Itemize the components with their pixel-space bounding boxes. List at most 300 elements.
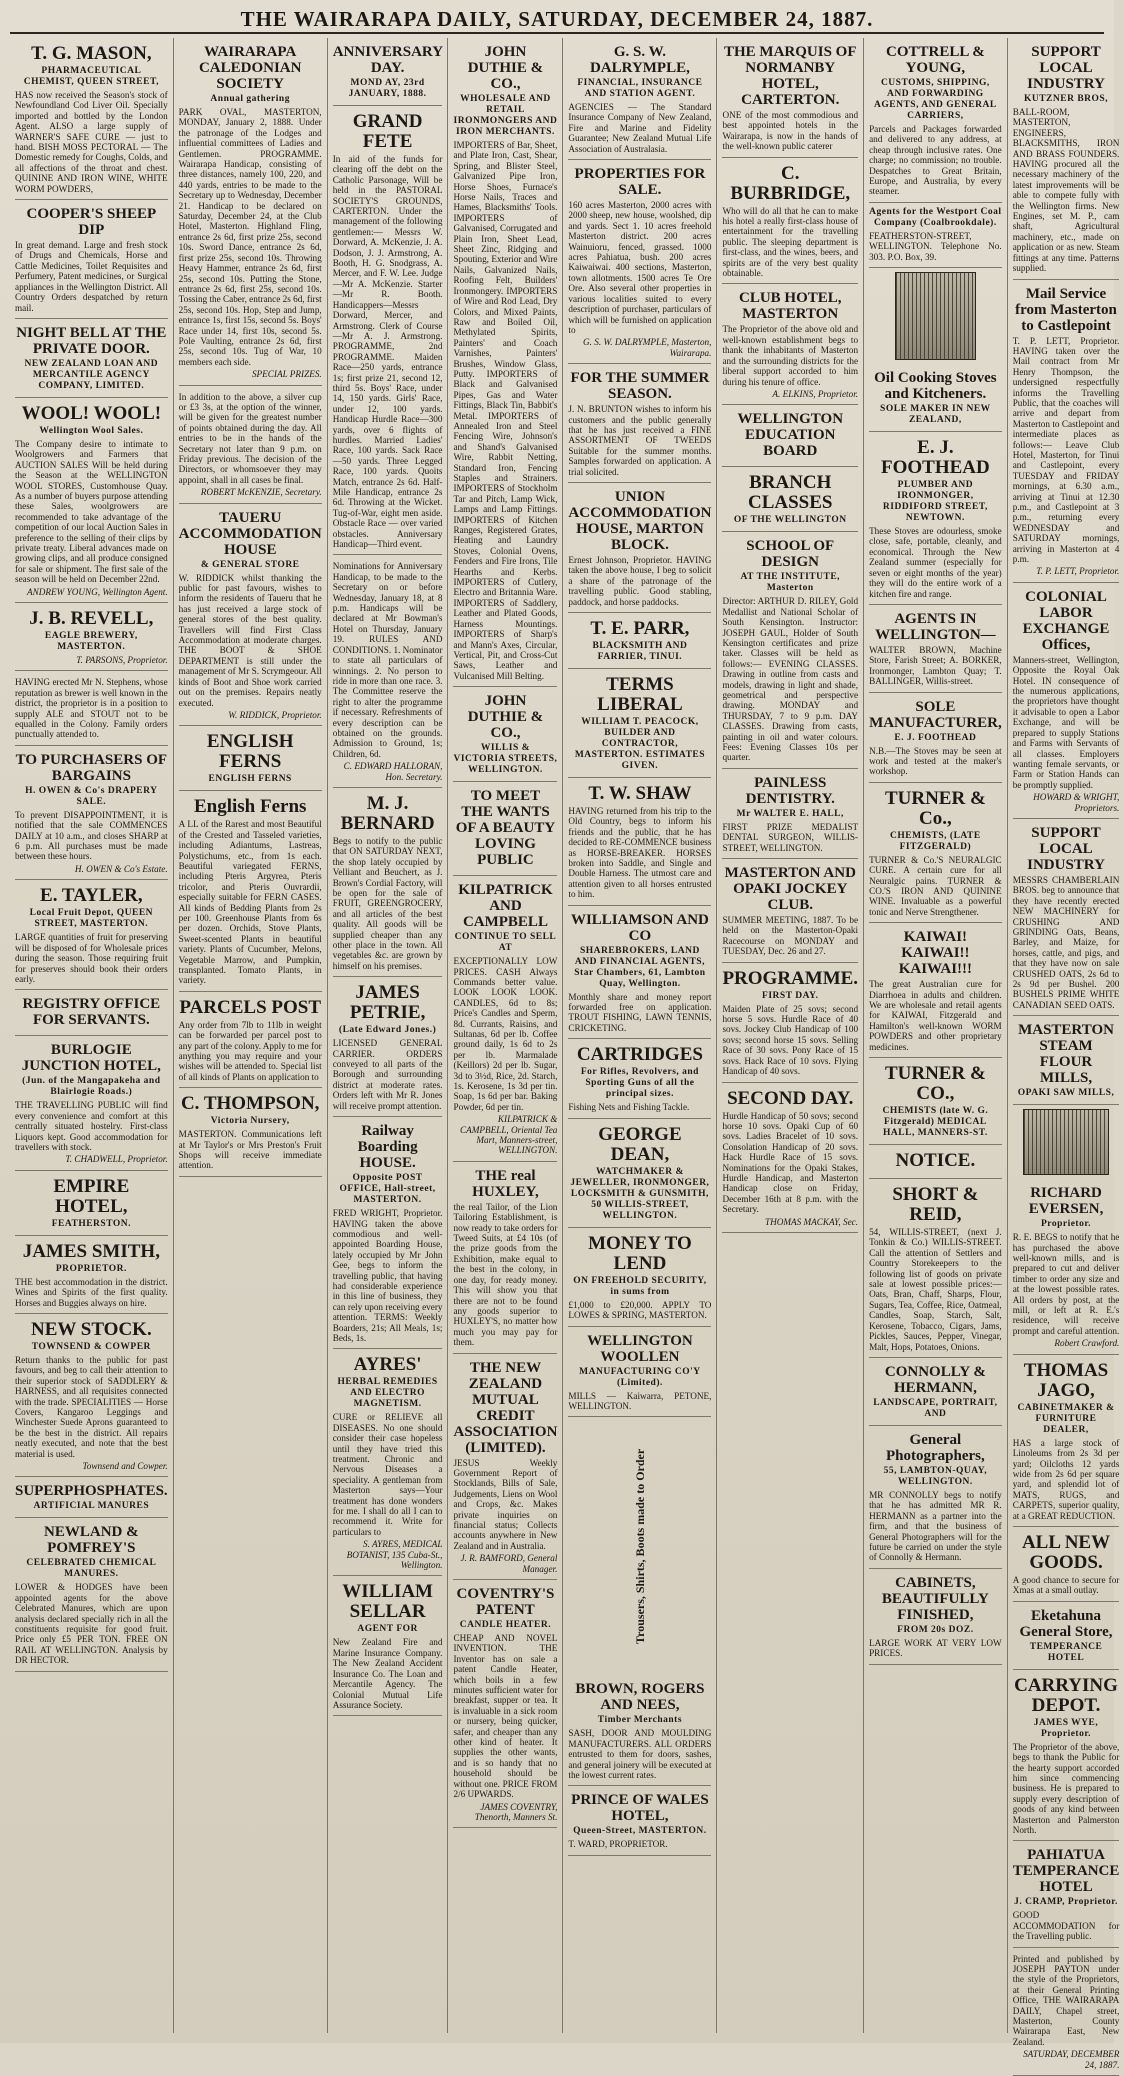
columns — [10, 38, 1120, 2070]
ad-subheading: CHEMISTS (late W. G. Fitzgerald) MEDICAL HALL, MANNERS-ST. — [882, 1106, 989, 1139]
ad-heading: THE NEW ZEALAND MUTUAL CREDIT ASSOCIATION (LIMITED). — [453, 1359, 558, 1456]
ad-heading: COOPER'S SHEEP DIP — [26, 206, 157, 239]
advertisement — [15, 1236, 168, 1314]
ad-heading: THE MARQUIS OF NORMANBY HOTEL, CARTERTON. — [723, 44, 857, 108]
column-2 — [174, 38, 328, 2033]
advertisement — [568, 364, 711, 483]
ad-body: LARGE WORK AT VERY LOW PRICES. — [869, 1637, 1002, 1659]
ad-subheading: KUTZNER BROS, — [1023, 94, 1109, 104]
ad-body: WALTER BROWN, Machine Store, Farish Street; A. BORKER, Ironmonger, Lambton Quay; T. BALLINGER, Willis-street. — [869, 644, 1002, 687]
ad-heading: WOOL! WOOL! — [21, 402, 162, 424]
ad-heading: TO PURCHASERS OF BARGAINS — [15, 751, 168, 784]
ad-heading: REGISTRY OFFICE FOR SERVANTS. — [22, 996, 161, 1029]
ad-subheading: Opposite POST OFFICE, Hall-street, MASTERTON. — [339, 1173, 436, 1206]
ad-body: BALL-ROOM, MASTERTON, ENGINEERS, BLACKSMITHS, IRON AND BRASS FOUNDERS. HAVING procured all the necessary machinery of the latest improvements will be able to compete fully with the Wellington firms. New Engines, set M. P., cam shaft, Agricultural machinery, etc., made on application or as new. Steam fittings at any time. Patterns supplied. — [1012, 107, 1120, 274]
ad-heading: Mail Service from Masterton to Castlepoint — [1015, 285, 1117, 334]
ad-body: In great demand. Large and fresh stock of Drugs and Chemicals, Horse and Cattle Medicines, Toilet Requisites and Perfumery, Patent medicines, or Surgical appliances in the Wellington District. All Country Orders despatched by return mail. — [15, 240, 168, 313]
ad-signature: Townsend and Cowper. — [82, 1461, 168, 1472]
ad-signature: ANDREW YOUNG, Wellington Agent. — [27, 586, 168, 597]
advertisement — [15, 319, 168, 398]
ad-heading: THE real HUXLEY, — [472, 1167, 539, 1200]
ad-body: AGENCIES — The Standard Insurance Company of New Zealand, Fire and Marine and Fidelity Guarantee; New Zealand Mutual Life Association of Australasia. — [568, 102, 712, 154]
advertisement — [1013, 819, 1120, 1016]
advertisement — [722, 158, 858, 285]
ad-heading: UNION ACCOMMODATION HOUSE, MARTON BLOCK. — [568, 488, 712, 553]
ad-subheading: ENGLISH FERNS — [208, 774, 292, 785]
ad-subheading: Annual gathering — [210, 94, 290, 104]
advertisement — [722, 769, 858, 859]
ad-signature: HOWARD & WRIGHT, Proprietors. — [1033, 792, 1120, 813]
advertisement — [1013, 38, 1120, 280]
ad-body: MILLS — Kaiwarra, PETONE, WELLINGTON. — [568, 1390, 712, 1411]
advertisement — [333, 1349, 443, 1576]
ad-body: THE best accommodation in the district. Wines and Spirits of the first quality. Horses and Buggies always on hire. — [15, 1276, 168, 1308]
advertisement — [1013, 1179, 1120, 1354]
advertisement — [15, 38, 168, 200]
column-7 — [864, 38, 1008, 2033]
advertisement — [179, 504, 322, 727]
ad-signature: SATURDAY, DECEMBER 24, 1887. — [1023, 2049, 1120, 2070]
ad-body: HAS now received the Season's stock of Newfoundland Cod Liver Oil. Specially imported and bottled by the London Agent. ALSO a large supply of WARNER'S SAFE CURE — just to hand. BISH MOSS PECTORAL — The Domestic remedy for Coughs, Colds, and all affections of the throat and chest. QUININE AND IRON WINE, WHITE WORM POWDERS, — [15, 90, 168, 194]
ad-heading: ANNIVERSARY DAY. — [332, 44, 444, 76]
ad-subheading: OPAKI SAW MILLS, — [1017, 1088, 1115, 1099]
column-4 — [448, 38, 563, 2033]
ad-heading: PAHIATUA TEMPERANCE HOTEL — [1012, 1847, 1120, 1896]
ad-subheading: (Jun. of the Mangapakeha and Blairlogie Roads.) — [22, 1076, 161, 1098]
ad-subheading: FINANCIAL, INSURANCE AND STATION AGENT. — [577, 78, 703, 99]
advertisement — [869, 923, 1002, 1058]
ad-subheading: CANDLE HEATER. — [459, 1620, 552, 1630]
ad-body: Maiden Plate of 25 sovs; second horse 5 sovs. Hurdle Race of 40 sovs. Jockey Club Handicap of 100 sovs; second horse 15 sovs. Selling Race of 30 sovs. Pony Race of 15 sovs. Hack Race of 10 sovs. Flying Handicap of 40 sovs. — [722, 1003, 859, 1077]
ad-heading: NIGHT BELL AT THE PRIVATE DOOR. — [16, 324, 167, 357]
ad-body: SASH, DOOR AND MOULDING MANUFACTURERS. ALL ORDERS entrusted to them for doors, sashes, and general joinery will be executed at the lowest current rates. — [568, 1728, 712, 1780]
advertisement — [179, 992, 322, 1088]
ad-signature: W. RIDDICK, Proprietor. — [228, 709, 322, 720]
ad-heading: PROGRAMME. — [722, 967, 859, 989]
ad-heading: General Photographers, — [886, 1431, 985, 1464]
advertisement — [568, 1228, 711, 1327]
advertisement — [869, 1179, 1002, 1358]
ad-body: Fishing Nets and Fishing Tackle. — [568, 1102, 690, 1113]
ad-subheading: SOLE MAKER IN NEW ZEALAND, — [880, 404, 991, 426]
advertisement — [722, 38, 858, 158]
ad-body: A LL of the Rarest and most Beautiful of the Crested and Tasseled varieties, including Adiantums, Lastreas, Polystichums, etc., from 1s each. Beautiful variegated FERNS, including Pteris Argyrea, Pteris tricolor, and Pteris Ouvrardii, especially suitable for FERN CASES. All kinds of Bedding Plants from 2s per 100. Greenhouse Plants from 6s per dozen. Orchids, Stove Plants, Sweet-scented Plants in beautiful variety. Plants of Cucumber, Melons, Vegetable Marrow, and Pumpkin, transplanted. Tomato Plants, in variety. — [178, 819, 322, 986]
ad-subheading: AT THE INSTITUTE, Masterton — [740, 572, 841, 594]
ad-subheading: ON FREEHOLD SECURITY, in sums from — [573, 1275, 707, 1297]
ad-heading: G. S. W. DALRYMPLE, — [589, 44, 690, 76]
vertical-tailoring-text: Trousers, Shirts, Boots made to Order — [632, 1448, 647, 1644]
advertisement — [568, 1119, 711, 1228]
ad-body: In aid of the funds for clearing off the debt on the Catholic Parsonage, Will be held in the PASTORAL SOCIETY'S GROUNDS, CARTERTON. Under the management of the following gentlemen:— Messrs W. Dorward, A. McKenzie, J. A. Dodson, J. J. Armstrong, A. Booth, H. G. Snodgrass, A. Mercer, and F. W. Lee. Judge—Mr A. McKenzie. Starter—Mr R. Booth. Handicappers—Messrs Dorward, Mercer, and Armstrong. Clerk of Course—Mr A. J. Armstrong. PROGRAMME, 2nd PROGRAMME. Maiden Race—250 yards, entrance 1s; first prize 21, second 12, third 5s. Boys' Race, under 14, 150 yards. Girls' Race, under 12, 100 yards. Handicap Hurdle Race—300 yards, over 6 flights of hurdles. Married Ladies' Race, 100 yards. Sack Race—50 yards. Three Legged Race, 100 yards. Quoits Match, entrance 2s 6d. Half-Mile Handicap, entrance 2s 6d. Throwing at the Wicket. Tug-of-War, eight men aside. Obstacle Race — over varied obstacles. Anniversary Handicap—Third event. — [332, 154, 443, 550]
ad-body: The Proprietor of the above, begs to thank the Public for the hearty support accorded him since commencing business. He is prepared to supply every description of goods of any kind between Masterton and Palmerston North. — [1012, 1741, 1120, 1835]
ad-heading: RICHARD EVERSEN, — [1028, 1185, 1104, 1218]
ad-subheading: Wellington Wool Sales. — [39, 425, 144, 436]
ad-body: £1,000 to £20,000. APPLY TO LOWES & SPRING, MASTERTON. — [568, 1299, 712, 1321]
advertisement — [869, 1145, 1002, 1179]
ad-body: New Zealand Fire and Marine Insurance Company. The New Zealand Accident Insurance Co. The Loan and Mercantile Agency. The Colonial Mutual Life Assurance Society. — [332, 1637, 443, 1710]
column-3 — [328, 38, 449, 2033]
ad-subheading: EAGLE BREWERY, MASTERTON. — [44, 631, 138, 652]
ad-subheading: CONTINUE TO SELL AT — [454, 932, 557, 954]
advertisement — [869, 1058, 1002, 1145]
ad-heading: CARRYING DEPOT. — [1014, 1674, 1118, 1716]
ad-signature: T. PARSONS, Proprietor. — [76, 655, 168, 665]
advertisement — [568, 1786, 711, 1855]
advertisement — [1013, 1527, 1120, 1602]
ad-heading: MONEY TO LEND — [588, 1232, 692, 1274]
ad-subheading: JAMES WYE, Proprietor. — [1033, 1717, 1099, 1739]
ad-body: Return thanks to the public for past favours, and beg to call their attention to their superior stock of SADDLERY & HARNESS, and all requisites connected with the trade. SPECIALITIES — Horse Covers, Kangaroo Leggings and Winchester Suede Aprons guaranteed to be the best in the district. All repairs neatly executed, and note that the best material is used. — [15, 1354, 168, 1459]
advertisement — [333, 788, 443, 977]
advertisement — [1013, 280, 1120, 583]
ad-body: LOWER & HODGES have been appointed agents for the above Celebrated Manures, which are upon analysis declared specially rich in all the constituents requisite for good fruit. Price only £5 PER TON. FREE ON RAIL AT WELLINGTON. Analysis by DR HECTOR. — [15, 1582, 168, 1666]
ad-signature: H. OWEN & Co's Estate. — [74, 863, 168, 874]
advertisement — [869, 605, 1002, 693]
ad-heading: J. B. REVELL, — [29, 608, 154, 629]
ad-subheading: (Late Edward Jones.) — [338, 1025, 437, 1036]
ad-body: MESSRS CHAMBERLAIN BROS. beg to announce that they have recently erected NEW MACHINERY for CRUSHING AND GRINDING Oats, Beans, Barley, and Maize, for horses, cattle, and pigs, and that they have now on sale CRUSHED OATS, 2s 6d to 2s 9d per Bushel. 200 BUSHELS PRIME WHITE CANADIAN SEED OATS. — [1012, 874, 1120, 1010]
ad-heading: SECOND DAY. — [727, 1087, 854, 1109]
ad-body: HAS a large stock of Linoleums from 2s 3d per yard; Oilcloths 12 yards wide from 2s 6d per square yard, and splendid lot of MATS, RUGS, and CARPETS, superior quality, at a GREAT REDUCTION. — [1012, 1437, 1120, 1521]
ad-subheading: OF THE WELLINGTON — [733, 515, 847, 526]
ad-body: Manners-street, Wellington, Opposite the Royal Oak Hotel. IN consequence of the numerous applications, the proprietors have thought it advisable to open a Labor Exchange, and will be prepared to supply Stations and Farms with Servants of all classes. Employers wanting female servants, or Farm or Station Hands can be promptly supplied. — [1012, 654, 1120, 790]
ad-body: Nominations for Anniversary Handicap, to be made to the Secretary on or before Wednesday, January 18, at 8 p.m. Handicaps will be declared at Mr Bowman's Hotel on Thursday, January 19. RULES AND CONDITIONS. 1. Nominator to state all particulars of winnings. 2. No person to ride in more than one race. 3. The Committee reserve the right to alter the programme if necessary. Refreshments of every description can be obtained on the grounds. Admission to Ground, 1s; Children, 6d. — [332, 561, 443, 759]
ad-heading: T. E. PARR, — [590, 618, 690, 639]
ad-heading: WELLINGTON WOOLLEN — [587, 1332, 693, 1365]
ad-heading: WELLINGTON EDUCATION BOARD — [737, 411, 844, 460]
advertisement — [179, 791, 322, 992]
advertisement — [179, 1088, 322, 1177]
advertisement — [869, 432, 1002, 605]
column-5 — [563, 38, 717, 2033]
ad-subheading: PROPRIETOR. — [55, 1263, 127, 1274]
ad-heading: JAMES SMITH, — [22, 1240, 160, 1262]
ad-subheading: SHAREBROKERS, LAND AND FINANCIAL AGENTS, Star Chambers, 61, Lambton Quay, Wellington. — [574, 945, 706, 989]
ad-subheading: HERBAL REMEDIES AND ELECTRO MAGNETISM. — [337, 1377, 438, 1410]
ad-heading: CARTRIDGES — [576, 1044, 703, 1066]
advertisement — [1013, 1016, 1120, 1105]
ad-heading: CLUB HOTEL, MASTERTON — [738, 290, 842, 323]
advertisement — [869, 38, 1002, 203]
ad-body: PARK OVAL, MASTERTON, MONDAY, January 2, 1888. Under the patronage of the Lodges and influential committees of Ladies and Gentlemen. PROGRAMME. Wairarapa Handicap, consisting of three distances, namely 100, 220, and 440 yards, entries to be made to the Secretary up to Wednesday, December 21. Handicap to be declared on Saturday, December 24, at the Club Hotel, Masterton. Highland Fling, entrance 2s 6d, first prize 25s, second 10s. Sword Dance, entrance 2s 6d, first prize 25s, second 10s. Throwing Heavy Hammer, entrance 2s 6d, first 25s, second 10s. Putting the Stone, entrance 2s 6d, first 25s, second 10s. Tossing the Caber, entrance 2s 6d, first 25s, second 10s. Hop, Step and Jump, entrance 1s, first 15s, second 5s. Boys' Race under 14, first 10s, second 5s. Pole Vaulting, entrance 2s 6d, first 25s, second 10s. Tug of War, 10 members each side. — [178, 107, 322, 367]
advertisement — [333, 1576, 443, 1716]
ad-body: FIRST PRIZE MEDALIST DENTAL SURGEON, WILLIS-STREET, WELLINGTON. — [722, 821, 859, 853]
ad-body: The Proprietor of the above old and well-known establishment begs to thank the inhabitants of Masterton and the surrounding districts for the liberal support accorded to him during his tenure of office. — [722, 324, 859, 387]
ad-body: Begs to notify to the public that ON SATURDAY NEXT, the shop lately occupied by Velliant and Beuchert, as J. Brown's Cordial Factory, will be open for the sale of FRUIT, GREENGROCERY, and all articles of the best quality. All goods will be supplied cheaper than any other place in the town. All vegetables &c. are grown by himself on his premises. — [332, 835, 443, 971]
ad-body: The Company desire to intimate to Woolgrowers and Farmers that AUCTION SALES Will be held during the Season at the WELLINGTON WOOL STORES, Customhouse Quay. As a number of buyers purpose attending these Sales, woolgrowers are recommended to take advantage of the competition of our local Auction Sales in preference to the selling of their clips by private treaty. Liberal advances made on growing clips, and all produce consigned for sale or shipment. The first sale of the season will be held on December 22nd. — [15, 438, 168, 585]
ad-subheading: NEW ZEALAND LOAN AND MERCANTILE AGENCY COMPANY, LIMITED. — [24, 358, 159, 391]
ad-body: HAVING returned from his trip to the Old Country, begs to inform his friends and the public, that he has decided to RE-COMMENCE business as HORSE-BREAKER. HORSES broken into Saddle, and Single and Double Harness. The utmost care and attention given to all horses entrusted to him. — [568, 806, 712, 900]
ad-heading: SOLE MANUFACTURER, — [869, 698, 1002, 731]
advertisement — [15, 671, 168, 745]
ad-subheading: Queen-Street, MASTERTON. — [573, 1826, 707, 1837]
ad-heading: BRANCH CLASSES — [748, 472, 833, 514]
ad-body: In addition to the above, a silver cup or £3 3s, at the option of the winner, will be given for the greatest number of points obtained during the day. All entries to be in the hands of the Secretary not later than 9 p.m. on Friday previous. The decision of the Directors, or whomsoever they may appoint, shall in all cases be final. — [178, 391, 322, 485]
advertisement — [568, 778, 711, 906]
ad-heading: TO MEET THE WANTS OF A BEAUTY LOVING PUBLIC — [455, 788, 556, 869]
ad-body: FEATHERSTON-STREET, WELLINGTON. Telephone No. 303. P.O. Box, 39. — [869, 230, 1002, 262]
ad-body: ONE of the most commodious and best appointed hotels in the Wairarapa, is now in the hands of the well-known public caterer — [722, 110, 859, 152]
ad-heading: T. W. SHAW — [588, 783, 692, 804]
ad-body: 54, WILLIS-STREET, (next J. Tonkin & Co.) WILLIS-STREET. Call the attention of Settlers and Country Storekeepers to the following list of goods on private sale at lowest possible prices:— Oats, Bran, Chaff, Sharps, Flour, Sugars, Tea, Coffee, Rice, Oatmeal, Candles, Soap, Starch, Salt, Kerosene, Tobacco, Cigars, Jams, Pickles, Sauces, Pepper, Vinegar, Malt, Hops, Potatoes, Onions. — [869, 1227, 1002, 1352]
ad-subheading: ARTIFICIAL MANURES — [33, 1501, 150, 1512]
ad-subheading: CABINETMAKER & FURNITURE DEALER, — [1017, 1402, 1115, 1435]
advertisement — [568, 906, 711, 1040]
ad-body: GOOD ACCOMMODATION for the Travelling public. — [1012, 1910, 1120, 1942]
ad-heading: NEW STOCK. — [30, 1318, 152, 1340]
column-1 — [10, 38, 174, 2033]
ad-body: IMPORTERS of Bar, Sheet, and Plate Iron, Cast, Shear, Spring, and Blister Steel, Galvanized Pipe Iron, Horse Shoes, Furnace's Horse Nails, Traces and Hames, Blacksmiths' Tools. IMPORTERS of Galvanised, Corrugated and Plain Iron, Sheet Lead, Sheet Zinc, Ridging and Spouting, Exterior and Wire Nails, Galvanized Nails, Roofing Felt, Builders' Ironmongery. IMPORTERS of Wire and Rod Lead, Dry Colors, and Mixed Paints, Raw and Boiled Oil, Methylated Spirits, Painters' and Coach Varnishes, Painters' Brushes, Window Glass, Putty. IMPORTERS of Black and Galvanised Pipes, Gas and Water Fittings, Black Tin, Babbit's Metal. IMPORTERS of Annealed Iron and Steel Fencing Wire, Johnson's and Shand's Galvanised Wire, Rabbit Netting, Standard Iron, Fencing Staples and Strainers. IMPORTERS of Stockholm Tar and Pitch, Lamp Wick, Lamps and Lamp Fittings. IMPORTERS of Kitchen Ranges, Registered Grates, Heating and Laundry Stoves, Colonial Ovens, Fenders and Fire Irons, Tile Hearths and Kerbs. IMPORTERS of Cutlery, Electro and Britannia Ware. IMPORTERS of Saddlery, Leather and Plated Goods, Harness Mountings. IMPORTERS of Sharp's and Mann's Axes, Circular, Vertical, Pit, and Cross-Cut Saws, Leather and Vulcanised Mill Belting. — [453, 140, 558, 681]
ad-heading: SCHOOL OF DESIGN — [746, 538, 835, 571]
ad-heading: C. THOMPSON, — [180, 1093, 320, 1115]
column-8 — [1008, 38, 1124, 2070]
ad-subheading: Local Fruit Depot, QUEEN STREET, MASTERTON. — [29, 908, 154, 930]
ad-heading: Eketahuna General Store, — [1019, 1607, 1113, 1640]
ad-heading: GRAND FETE — [352, 111, 423, 152]
advertisement — [568, 483, 711, 613]
ad-heading: COLONIAL LABOR EXCHANGE Offices, — [1022, 588, 1110, 653]
ad-subheading: BLACKSMITH AND FARRIER, TINUI. — [592, 641, 688, 662]
ad-body: 160 acres Masterton, 2000 acres with 2000 sheep, new house, woolshed, dip and yards. Sect 1. 10 acres freehold Masterton district. 200 acres Wainuioru, fenced, grassed. 1000 acres Pahiatua, bush. 200 acres Kaiwaiwai. 400 sections, Masterton, town allotments. 1500 acres Te Ore Ore. Also several other properties in various localities suited to every description of purchaser, particulars of which will be furnished on application to — [568, 200, 712, 335]
ad-heading: JOHN DUTHIE & CO., — [467, 44, 544, 92]
ad-heading: BURLOGIE JUNCTION HOTEL, — [21, 1042, 161, 1075]
ad-body: FRED WRIGHT, Proprietor. HAVING taken the above commodious and well-appointed Boarding House, lately occupied by Mr John Gee, begs to inform the travelling public, that having had considerable experience in this line of business, they can rely upon receiving every attention. TERMS: Weekly Boarders, 21s; All Meals, 1s; Beds, 1s. — [332, 1208, 443, 1343]
advertisement — [722, 963, 858, 1083]
ad-signature: C. EDWARD HALLORAN, Hon. Secretary. — [343, 761, 443, 782]
ad-subheading: FEATHERSTON. — [51, 1218, 131, 1229]
ad-heading: AYRES' — [353, 1354, 422, 1376]
ad-heading: E. J. FOOTHEAD — [881, 437, 990, 479]
ad-body: J. N. BRUNTON wishes to inform his customers and the public generally that he has just received a FINE ASSORTMENT OF TWEEDS Suitable for the summer months. Samples forwarded on application. A trial solicited. — [568, 404, 712, 477]
ad-heading: THOMAS JAGO, — [1023, 1359, 1109, 1401]
ad-body: Parcels and Packages forwarded and delivered to any address, at cheap through inclusive rates. One charge; no commission; no trouble. Despatches to Great Britain, Europe, and Australia, by every steamer. — [869, 124, 1002, 197]
ad-heading: PROPERTIES FOR SALE. — [574, 166, 706, 199]
ad-subheading: CHEMISTS, (LATE FITZGERALD) — [890, 830, 981, 852]
column-6 — [717, 38, 864, 2033]
advertisement — [722, 284, 858, 405]
ad-subheading: 55, LAMBTON-QUAY, WELLINGTON. — [883, 1465, 988, 1487]
advertisement — [722, 467, 858, 532]
advertisement — [722, 532, 858, 769]
advertisement — [15, 1314, 168, 1477]
ad-body: Any order from 7lb to 11lb in weight can be forwarded per parcel post to any part of the colony. Apply to me for anything you may require and your wishes will be attended to. Special list of all kinds of Plants on application to — [178, 1019, 322, 1082]
ad-subheading: WATCHMAKER & JEWELLER, IRONMONGER, LOCKSMITH & GUNSMITH, 50 WILLIS-STREET, WELLINGTON. — [570, 1166, 710, 1221]
advertisement — [15, 1477, 168, 1518]
advertisement — [453, 1354, 557, 1580]
advertisement — [869, 693, 1002, 783]
advertisement — [869, 783, 1002, 923]
ad-heading: AGENTS IN WELLINGTON— — [875, 610, 996, 643]
advertisement — [15, 990, 168, 1036]
advertisement — [568, 38, 711, 160]
ad-body: LICENSED GENERAL CARRIER. ORDERS conveyed to all parts of the Borough and surrounding district at moderate rates. Orders left with Mr R. Jones will receive prompt attention. — [332, 1038, 443, 1111]
ad-subheading: PHARMACEUTICAL CHEMIST, QUEEN STREET, — [23, 66, 159, 87]
ad-subheading: AGENT FOR — [357, 1624, 418, 1635]
advertisement — [568, 669, 711, 778]
ad-heading: T. G. MASON, — [31, 43, 152, 64]
advertisement — [15, 603, 168, 671]
advertisement — [568, 160, 711, 364]
ad-subheading: Victoria Nursery, — [210, 1116, 290, 1127]
ad-signature: ROBERT McKENZIE, Secretary. — [200, 487, 322, 498]
ad-body: T. P. LETT, Proprietor. HAVING taken over the Mail contract from Mr Henry Thompson, the undersigned respectfully informs the Travelling Public, that the coaches will arrive and depart from Masterton to Castlepoint and intermediate places as follows:— Leave Club Hotel, Masterton, for Tinui and Castlepoint, every TUESDAY and FRIDAY mornings, at 6.30 a.m., arriving at Tinui at 12.30 p.m., and Castlepoint at 3 p.m., returning every WEDNESDAY and SATURDAY mornings, arriving in Masterton at 4 p.m. — [1012, 335, 1120, 565]
ad-signature: A. ELKINS, Proprietor. — [772, 388, 859, 399]
ad-heading: English Ferns — [193, 796, 307, 818]
ad-subheading: & GENERAL STORE — [200, 559, 300, 570]
advertisement — [568, 1327, 711, 1418]
advertisement — [179, 386, 322, 504]
advertisement — [568, 1039, 711, 1118]
ad-heading: M. J. BERNARD — [340, 792, 435, 834]
ad-heading: PAINLESS DENTISTRY. — [745, 774, 835, 807]
ad-body: CURE or RELIEVE all DISEASES. No one should consider their case hopeless until they have tried this treatment. Chronic and Nervous Diseases a speciality. A gentleman from Masterton says—Your treatment has done wonders for me. I shall do all I can to recommend it. Write for particulars to — [332, 1412, 443, 1537]
ad-subheading: TOWNSEND & COWPER — [31, 1341, 151, 1352]
ad-body: TURNER & Co.'S NEURALGIC CURE. A certain cure for all Neuralgic pains. TURNER & CO.'S IRON AND QUININE WINE. Invaluable as a powerful tonic and Nerve Strengthener. — [869, 854, 1002, 917]
ad-subheading: For Rifles, Revolvers, and Sporting Guns of all the principal sizes. — [580, 1067, 699, 1100]
ad-heading: COVENTRY'S PATENT — [456, 1586, 555, 1618]
ad-body: MR CONNOLLY begs to notify that he has admitted MR R. HERMANN as a partner into the firm, and that the business of General Photographers will for the future be carried on under the style of Connolly & Hermann. — [869, 1489, 1002, 1563]
ad-heading: MASTERTON AND OPAKI JOCKEY CLUB. — [724, 865, 856, 914]
ad-body: N.B.—The Stoves may be seen at work and tested at the maker's workshop. — [869, 745, 1002, 777]
ad-subheading: FROM 20s DOZ. — [897, 1624, 974, 1635]
ad-body: To prevent DISAPPOINTMENT, it is notified that the sale COMMENCES DAILY at 10 a.m., and closes SHARP at 6 p.m. All purchases must be made between these hours. — [15, 809, 168, 862]
ad-body: THE TRAVELLING PUBLIC will find every convenience and comfort at this centrally situated hostelry. First-class Liquors kept. Good accommodation for travellers with stock. — [15, 1100, 168, 1152]
ad-heading: WILLIAMSON AND CO — [570, 911, 709, 944]
advertisement — [869, 364, 1002, 432]
ad-subheading: Timber Merchants — [597, 1715, 683, 1726]
ad-body: R. E. BEGS to notify that he has purchased the above well-known mills, and is prepared to cut and deliver timber to order any size and at the lowest possible rates. All orders by post, at the mill, or left at R. E.'s residence, will receive prompt and careful attention. — [1012, 1232, 1120, 1336]
ad-body: Ernest Johnson, Proprietor. HAVING taken the above house, I beg to solicit a share of the patronage of the travelling public. Good stabling, paddock, and horse paddocks. — [568, 554, 712, 607]
advertisement — [179, 38, 322, 386]
ad-heading: ENGLISH FERNS — [206, 731, 294, 773]
ad-heading: PARCELS POST — [179, 996, 322, 1018]
ad-subheading: MANUFACTURING CO'Y (Limited). — [579, 1366, 701, 1388]
ad-heading: FOR THE SUMMER SEASON. — [570, 370, 710, 403]
ad-heading: JOHN DUTHIE & CO., — [467, 693, 544, 742]
ad-heading: GEORGE DEAN, — [598, 1123, 682, 1165]
ad-heading: NEWLAND & POMFREY'S — [44, 1524, 139, 1557]
ad-body: Printed and published by JOSEPH PAYTON under the style of the Proprietors, at their General Printing Office, THE WAIRARAPA DAILY, Chapel street, Masterton, County Wairarapa East, New Zealand. — [1012, 1953, 1120, 2047]
ad-subheading: WHOLESALE AND RETAIL IRONMONGERS AND IRON MERCHANTS. — [453, 94, 558, 137]
advertisement — [15, 1171, 168, 1236]
ad-heading: JAMES PETRIE, — [349, 982, 426, 1024]
advertisement — [1013, 1355, 1120, 1527]
ad-body: JESUS Weekly Government Report of Stocklands, Bills of Sale, Judgements, Liens on Wool and Crops, &c. Makes private inquiries on financial status; Collects accounts anywhere in New Zealand and in Australia. — [453, 1457, 558, 1551]
advertisement — [333, 555, 443, 788]
advertisement — [1013, 1948, 1120, 2076]
ad-body: Who will do all that he can to make his hotel a really first-class house of entertainment for the travelling public. The sleeping department is first-class, and the wines, beers, and spirits are of the very best quality obtainable. — [722, 205, 859, 279]
mill-woodcut-illustration — [1023, 1109, 1110, 1175]
advertisement — [1013, 1841, 1120, 1947]
ad-signature: G. S. W. DALRYMPLE, Masterton, Wairarapa. — [583, 337, 712, 358]
ad-signature: THOMAS MACKAY, Sec. — [764, 1216, 859, 1227]
advertisement — [333, 977, 443, 1117]
ad-heading: COTTRELL & YOUNG, — [885, 44, 985, 76]
advertisement — [333, 38, 443, 106]
ad-heading: TURNER & CO., — [884, 1063, 986, 1105]
ad-heading: KILPATRICK AND CAMPBELL — [458, 882, 553, 931]
ad-heading: SHORT & REID, — [892, 1184, 979, 1226]
ad-heading: NOTICE. — [895, 1150, 976, 1172]
ad-heading: TURNER & Co., — [884, 787, 986, 829]
ad-heading: KAIWAI! KAIWAI!! KAIWAI!!! — [898, 929, 973, 978]
advertisement — [15, 398, 168, 603]
ad-heading: C. BURBRIDGE, — [730, 162, 851, 204]
ad-body: LARGE quantities of fruit for preserving will be disposed of for Wholesale prices during the season. Those requiring fruit for preserves should book their orders early. — [15, 932, 168, 984]
ad-subheading: LANDSCAPE, PORTRAIT, AND — [873, 1397, 998, 1419]
ad-subheading: CUSTOMS, SHIPPING, AND FORWARDING AGENTS, AND GENERAL CARRIERS, — [874, 78, 997, 121]
ad-heading: TERMS LIBERAL — [597, 674, 683, 715]
ad-subheading: J. CRAMP, Proprietor. — [1014, 1897, 1118, 1908]
ad-heading: CABINETS, BEAUTIFULLY FINISHED, — [881, 1574, 989, 1623]
ad-subheading: Proprietor. — [1040, 1219, 1092, 1230]
ad-subheading: WILLIAM T. PEACOCK, BUILDER AND CONTRACTOR, MASTERTON. ESTIMATES GIVEN. — [574, 717, 706, 771]
advertisement — [453, 38, 557, 687]
ad-body: Monthly share and money report forwarded free on application. TROUT FISHING, LAWN TENNIS, CRICKETING. — [568, 991, 712, 1033]
advertisement — [333, 1117, 443, 1349]
ad-heading: TAUERU ACCOMMODATION HOUSE — [178, 509, 322, 558]
advertisement — [1013, 1602, 1120, 1670]
ad-heading: BROWN, ROGERS AND NEES, — [575, 1681, 705, 1714]
advertisement — [15, 200, 168, 319]
ad-subheading: H. OWEN & Co's DRAPERY SALE. — [25, 785, 158, 807]
advertisement — [869, 1358, 1002, 1426]
advertisement — [1013, 1670, 1120, 1842]
masthead: THE WAIRARAPA DAILY, SATURDAY, DECEMBER 24, 1887. — [10, 6, 1104, 34]
ad-body: T. WARD, PROPRIETOR. — [568, 1839, 668, 1850]
ad-subheading: MOND AY, 23rd JANUARY, 1888. — [348, 78, 427, 99]
ad-body: Director: ARTHUR D. RILEY, Gold Medallist and National Scholar of South Kensington. Instructor: JOSEPH GAUL, Holder of South Kensington certificates and prize taker. Classes will be held as follows:— EVENING CLASSES. Drawing in outline from casts and models, drawing in light and shade, geometrical and perspective drawing. MONDAY and THURSDAY, 7 to 9 p.m. DAY CLASSES. Drawing from casts, painting in oil and water colours. Fees: Evening Classes 10s per quarter. — [722, 596, 859, 763]
ad-body: The great Australian cure for Diarrhoea in adults and children. We are wholesale and retail agents for KAIWAI, Fitzgerald and Hamilton's well-known WORM POWDERS and other proprietary medicines. — [869, 979, 1002, 1052]
advertisement — [15, 746, 168, 880]
ad-heading: WILLIAM SELLAR — [342, 1581, 433, 1623]
ad-signature: JAMES COVENTRY, Thenorth, Manners St. — [474, 1801, 558, 1822]
ad-heading: Railway Boarding HOUSE. — [357, 1123, 418, 1172]
ad-signature: T. CHADWELL, Proprietor. — [65, 1154, 168, 1165]
advertisement — [333, 106, 443, 555]
ad-body: SUMMER MEETING, 1887. To be held on the Masterton-Opaki Racecourse on MONDAY and TUESDAY, Dec. 26 and 27. — [722, 915, 859, 957]
ad-body: HAVING erected Mr N. Stephens, whose reputation as brewer is well known in the district, the proprietor is in a position to supply ALE and STOUT not to be equalled in the Colony. Family orders punctually attended to. — [15, 677, 168, 740]
ad-subheading: Agents for the Westport Coal Company (Coalbrookdale). — [869, 206, 1002, 228]
ad-subheading: FIRST DAY. — [762, 990, 819, 1001]
ad-heading: EMPIRE HOTEL, — [53, 1175, 130, 1217]
advertisement — [722, 859, 858, 963]
advertisement — [453, 876, 557, 1162]
advertisement — [568, 613, 711, 669]
ad-signature: J. R. BAMFORD, General Manager. — [460, 1553, 558, 1574]
ad-body: These Stoves are odourless, smoke close, safe, portable, cleanly, and economical. Through the New Zealand summer (especially for seven or eight months of the year) they will do the entire work of a kitchen fire and range. — [869, 526, 1002, 599]
ad-heading: SUPPORT LOCAL INDUSTRY — [1027, 44, 1105, 92]
ad-subheading: Mr WALTER E. HALL, — [736, 808, 844, 819]
advertisement — [869, 1426, 1002, 1569]
ad-heading: SUPERPHOSPHATES. — [15, 1483, 168, 1500]
ad-heading: SUPPORT LOCAL INDUSTRY — [1027, 824, 1105, 873]
advertisement — [15, 1518, 168, 1671]
ad-body: the real Tailor, of the Lion Tailoring Establishment, is now ready to take orders for Tweed Suits, at £4 10s (of the prize goods from the Exhibition, make equal to the best in the colony, in one day, for ready money. This will show you that there are not to be found any goods superior to HUXLEY'S, no matter how much you may pay for them. — [453, 1201, 558, 1348]
ad-heading: Oil Cooking Stoves and Kitcheners. — [874, 370, 997, 403]
advertisement — [453, 1580, 557, 1828]
stove-woodcut-illustration — [895, 272, 976, 360]
advertisement — [453, 782, 557, 876]
ad-subheading: E. J. FOOTHEAD — [894, 732, 977, 743]
advertisement — [568, 1675, 711, 1786]
ad-heading: CONNOLLY & HERMANN, — [884, 1363, 986, 1396]
advertisement — [869, 1569, 1002, 1665]
ad-heading: WAIRARAPA CALEDONIAN SOCIETY — [198, 44, 302, 92]
advertisement — [722, 405, 858, 467]
advertisement — [15, 880, 168, 990]
advertisement — [179, 726, 322, 791]
